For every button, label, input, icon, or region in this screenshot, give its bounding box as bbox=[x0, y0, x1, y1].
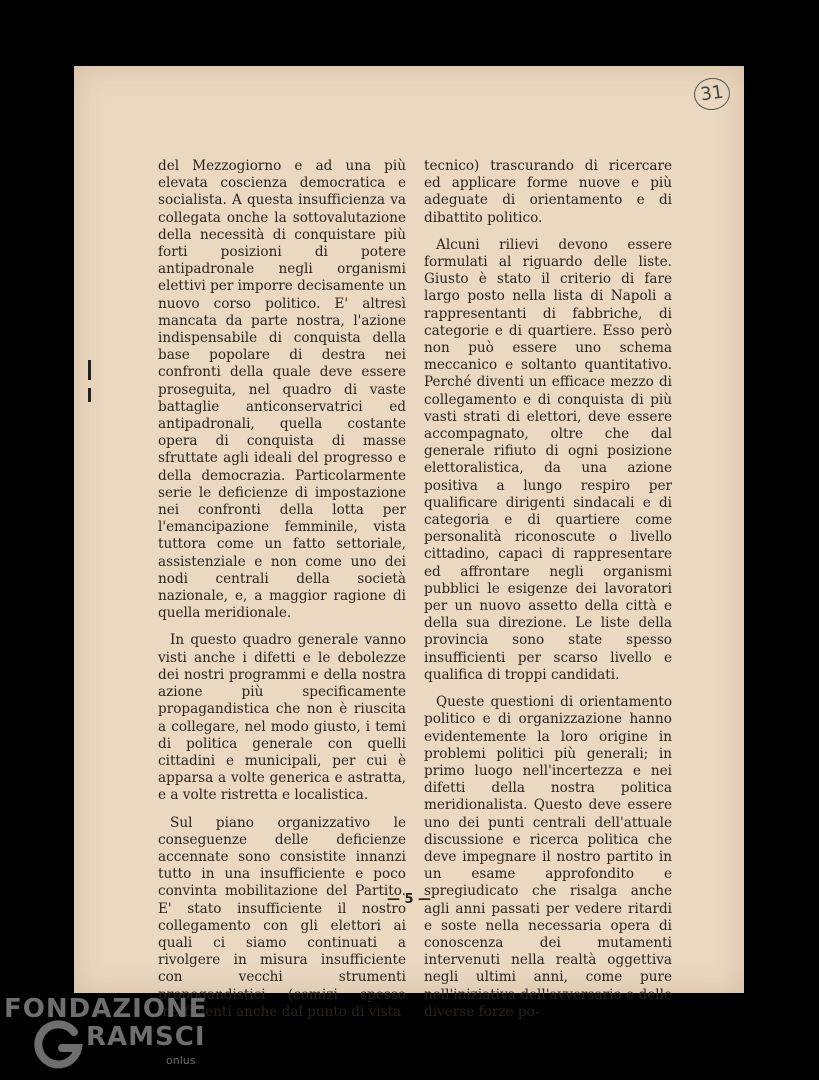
left-paragraph-3: Sul piano organizzativo le conseguenze delle deficienze accennate sono consistite innanzi tutto in una insufficiente e poco convinta mobilitazione del Partito. E' stato insufficiente il nostro collegamento con gli elettori ai quali ci siamo continuati a rivolgere in misura insufficiente con vecchi strumenti propogandistici (comizi spesso inefficienti anche dal punto di vista bbox=[158, 814, 406, 1020]
logo-onlus: onlus bbox=[166, 1054, 196, 1067]
right-paragraph-1: tecnico) trascurando di ricercare ed applicare forme nuove e più adeguate di orientamento e di dibattito politico. bbox=[424, 158, 672, 226]
logo-line-1: FONDAZIONE bbox=[4, 994, 208, 1024]
logo-g-icon bbox=[34, 1018, 86, 1070]
page-number: — 5 — bbox=[386, 892, 432, 907]
margin-mark bbox=[88, 360, 91, 380]
margin-mark bbox=[88, 388, 91, 402]
left-paragraph-1: del Mezzogiorno e ad una più elevata coscienza democratica e socialista. A questa insufficienza va collegata onche la sottovalutazione della necessità di conquistare più forti posizioni di potere antipadronale negli organismi elettivi per imporre decisamente un nuovo corso politico. E' altresì mancata da parte nostra, l'azione indispensabile di conquista della base popolare di destra nei confronti della quale deve essere proseguita, nel quadro di vaste battaglie anticonservatrici ed antipadronali, quella costante opera di conquista di masse sfruttate agli ideali del progresso e della democrazia. Particolarmente serie le deficienze di impostazione nei confronti della lotta per l'emancipazione femminile, vista tuttora come un fatto settoriale, assistenziale e non come uno dei nodi centrali della società nazionale, e, a maggior ragione di quella meridionale. bbox=[158, 158, 406, 622]
archive-number-stamp: 31 bbox=[692, 76, 732, 113]
right-paragraph-2: Alcuni rilievi devono essere formulati al riguardo delle liste. Giusto è stato il criterio di fare largo posto nella lista di Napoli a rappresentanti di fabbriche, di categorie e di quartiere. Esso però non può essere uno schema meccanico e soltanto quantitativo. Perché diventi un efficace mezzo di collegamento e di conquista di più vasti strati di elettori, deve essere accompagnato, oltre che dal generale rifiuto di ogni posizione elettoralistica, da una azione positiva a lungo respiro per qualificare dirigenti sindacali e di categoria e di quartiere come personalità riconoscute o livello cittadino, capaci di rappresentare ed affrontare negli organismi pubblici le esigenze dei lavoratori per un nuovo assetto della città e della sua direzione. Le liste della provincia sono state spesso insufficienti per scarso livello e qualifica di troppi candidati. bbox=[424, 236, 672, 683]
right-paragraph-3: Queste questioni di orientamento politico e di organizzazione hanno evidentemente la loro origine in problemi politici più generali; in primo luogo nell'incertezza e nei difetti della nostra politica meridionalista. Questo deve essere uno dei punti centrali dell'attuale discussione e ricerca politica che deve impegnare il nostro partito in un esame approfondito e spregiudicato che risalga anche agli anni passati per vedere ritardi e soste nella necessaria opera di conoscenza dei mutamenti intervenuti nella realtà oggettiva negli ultimi anni, come pure nell'iniziativa dell'avversario e delle diverse forze po- bbox=[424, 694, 672, 1020]
left-paragraph-2: In questo quadro generale vanno visti anche i difetti e le debolezze dei nostri programmi e della nostra azione più specificamente propagandistica che non è riuscita a collegare, nel modo giusto, i temi di politica generale con quelli cittadini e municipali, per cui è apparsa a volte generica e astratta, e a volte ristretta e localistica. bbox=[158, 632, 406, 804]
fondazione-gramsci-logo bbox=[0, 994, 208, 1080]
margin-marks bbox=[88, 360, 98, 420]
logo-line-2: RAMSCI bbox=[86, 1022, 206, 1052]
